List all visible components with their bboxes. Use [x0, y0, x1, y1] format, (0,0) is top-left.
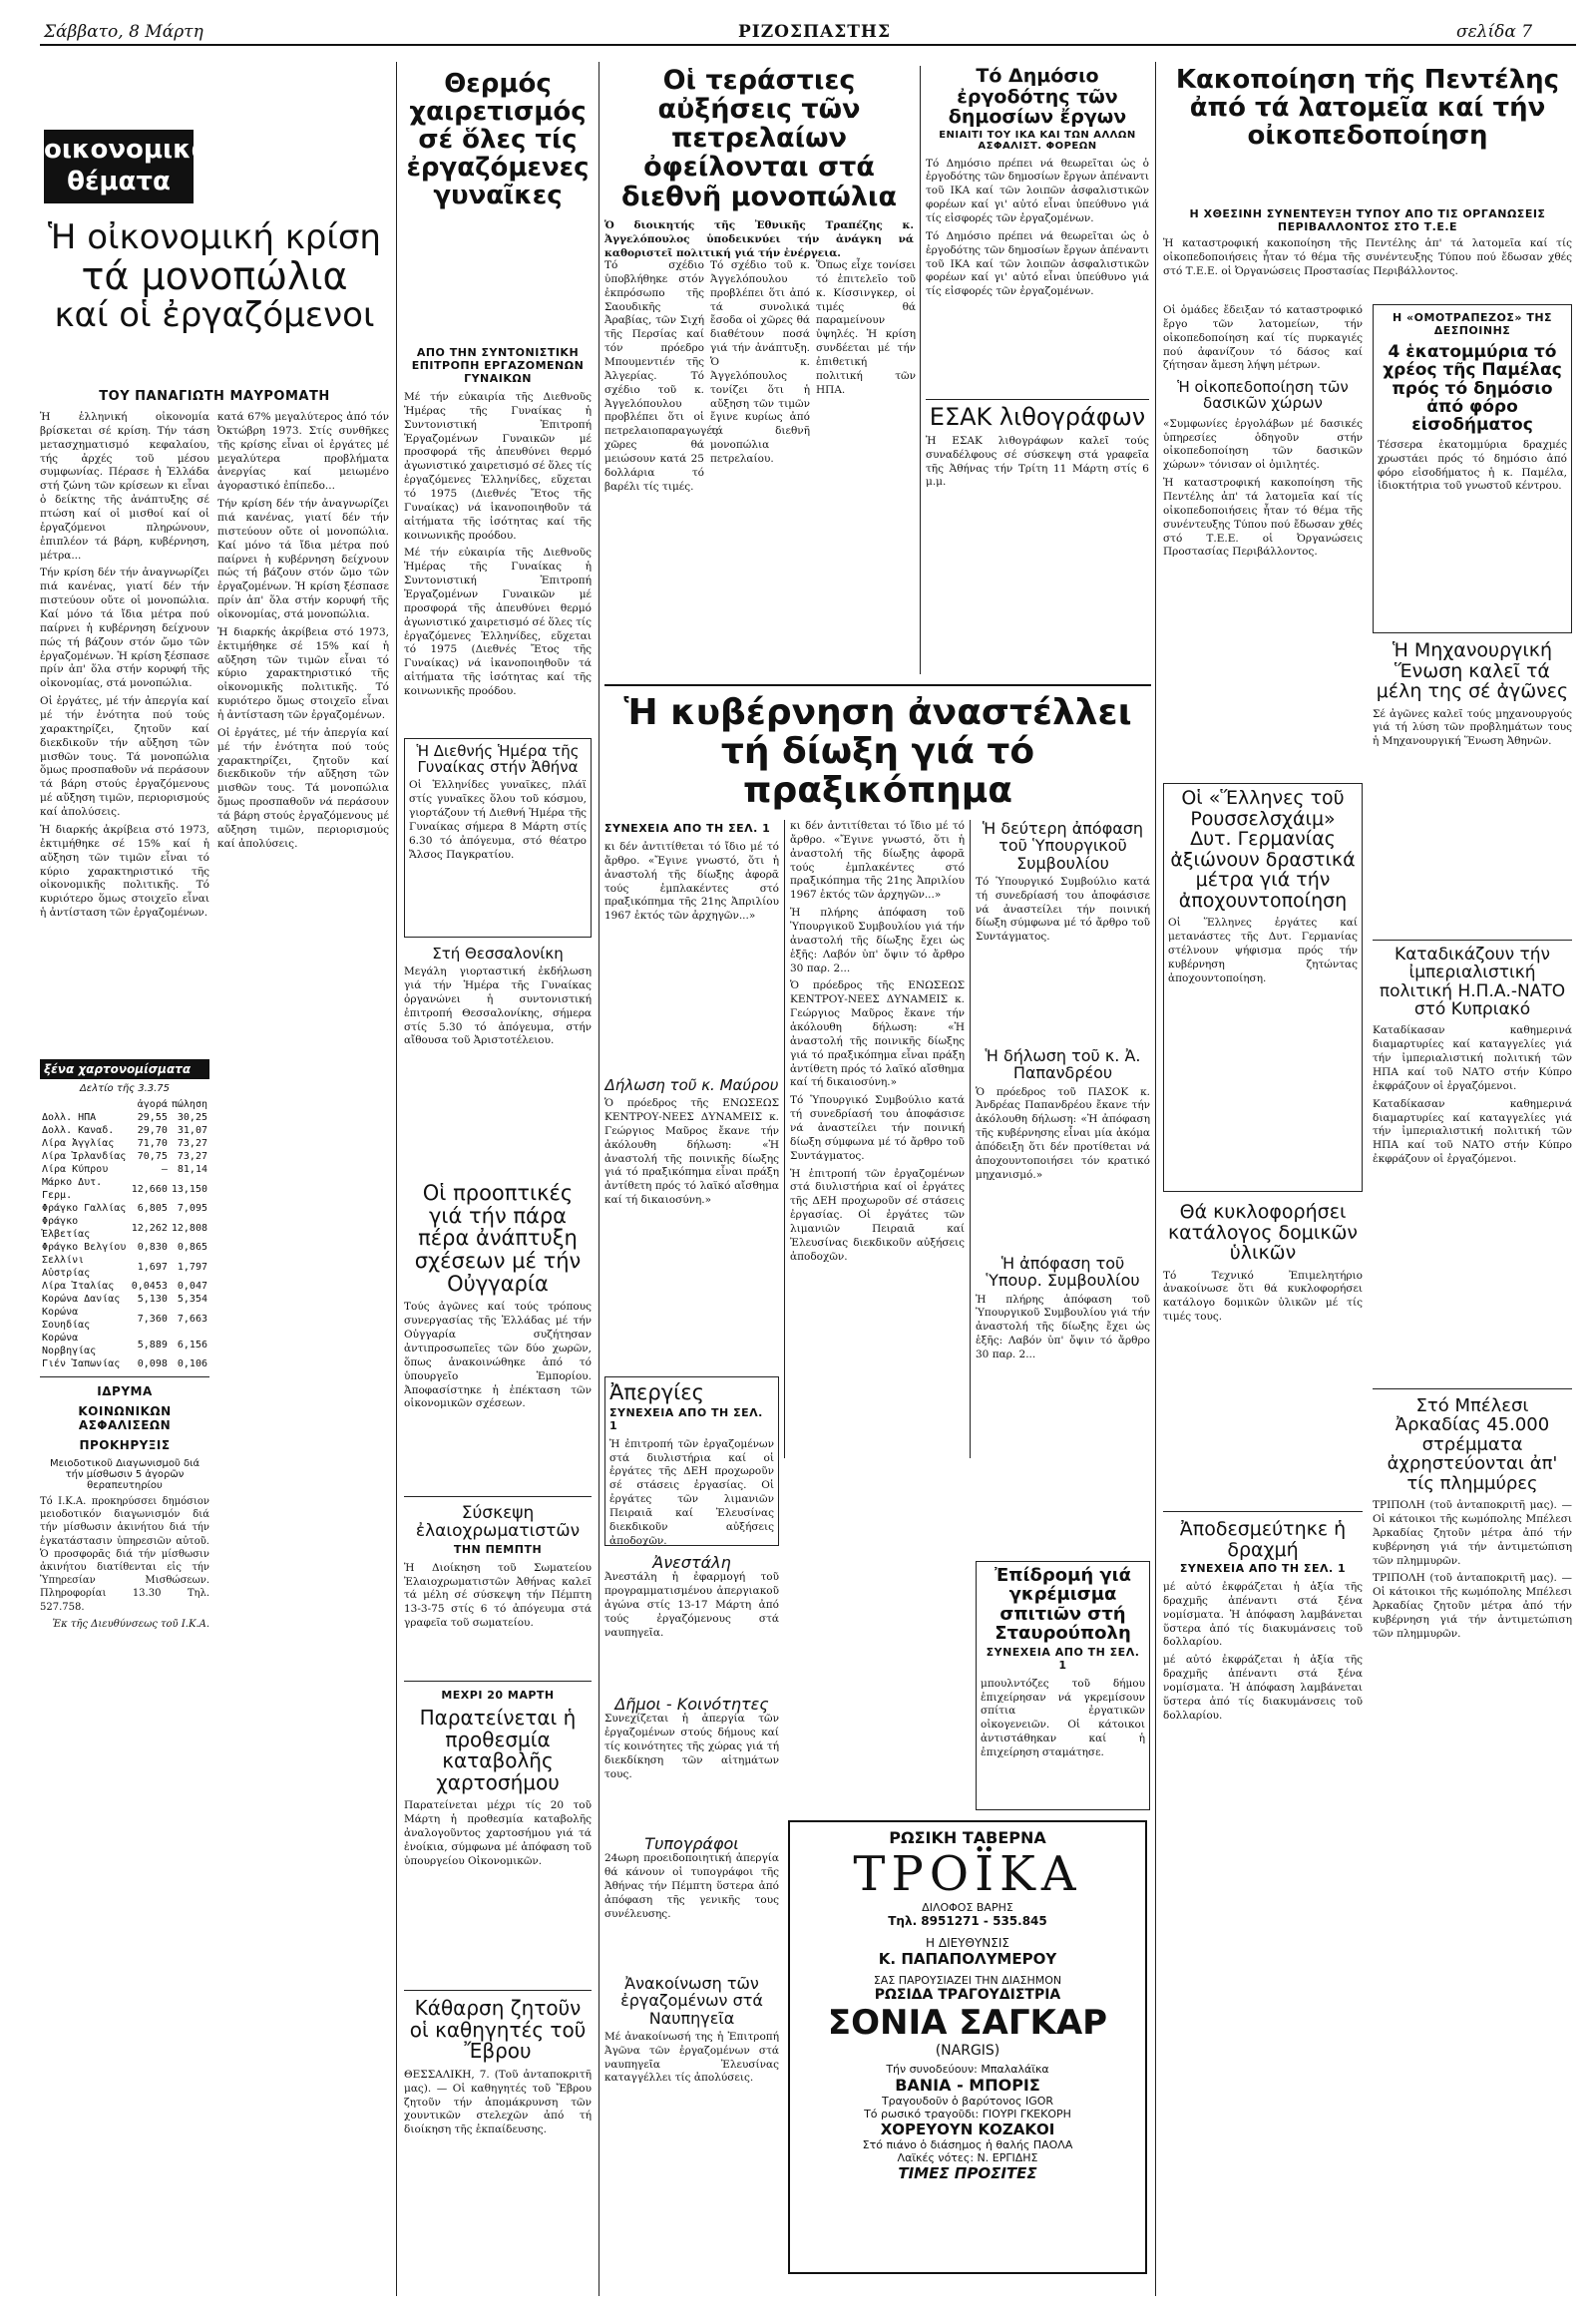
junta-paragraph: Ὁ πρόεδρος τῆς ΕΝΩΣΕΩΣ ΚΕΝΤΡΟΥ-ΝΕΕΣ ΔΥΝΑΜΕΙΣ κ. Γεώργιος Μαῦρος ἔκανε τήν ἀκόλουθη δήλωση: «Ἡ ἀναστολή τῆς ποινικῆς δίωξης γιά τό πραξικόπημα εἶναι πράξη ἀντίθετη πρός τό λαϊκό αἴσθημα καί τή δικαιοσύνη.» — [790, 979, 965, 1089]
currency-rates-box — [40, 1059, 209, 1368]
currency-rates-date: Δελτίο τῆς 3.3.75 — [79, 1083, 171, 1094]
rates-cell: 1,797 — [177, 1261, 207, 1273]
ika-title: ΠΡΟΚΗΡΥΞΙΣ — [79, 1438, 171, 1452]
rates-cell: 1,697 — [137, 1261, 168, 1273]
women-greeting-paragraph: Μέ τήν εὐκαιρία τῆς Διεθνοῦς Ἡμέρας τῆς Γυναίκας ἡ Συντονιστική Ἐπιτροπή Ἐργαζομένων Γυναικῶν μέ προσφορά τῆς ἀπευθύνει θερμό ἀγωνιστικό χαιρετισμό σέ ὅλες τίς ἐργαζόμενες Ἑλληνίδες, εὔχεται τό 1975 (Διεθνές Ἔτος τῆς Γυναίκας) νά ἱκανοποιηθοῦν τά αἰτήματα τῆς ἰσότητας καί τῆς κοινωνικῆς προόδου. — [404, 391, 592, 542]
rates-cell: 0,830 — [137, 1242, 168, 1253]
rates-cell: 0,098 — [137, 1358, 168, 1369]
rates-head-cell — [40, 1098, 130, 1111]
header-rule — [40, 44, 1576, 46]
article-paragraph: Ἡ διαρκής ἀκρίβεια στό 1973, ἐκτιμήθηκε σέ 15% καί ἡ αὔξηση τῶν τιμῶν εἶναι τό κύριο χαρακτηριστικό τῆς οἰκονομικῆς πολιτικῆς. Τό κυριότερο ὅμως στοιχεῖο εἶναι ἡ ἀντίσταση τῶν ἐργαζομένων. — [40, 823, 209, 920]
junta-article-headline — [604, 684, 1151, 816]
rates-row — [40, 1215, 209, 1241]
rates-cell: 30,25 — [177, 1112, 207, 1123]
rates-row — [40, 1306, 209, 1332]
rates-row — [40, 1357, 209, 1370]
article-paragraph: Οἱ ἐργάτες, μέ τήν ἀπεργία καί μέ τήν ἐνότητα πού τούς χαρακτηρίζει, ζητοῦν καί διεκδικοῦν τήν αὔξηση τῶν μισθῶν τους. Τά μονοπώλια ὅμως προσπαθοῦν νά περάσουν τά βάρη στούς ἐργαζόμενους μέ αὔξηση τιμῶν, περιορισμούς καί ἀπολύσεις. — [40, 695, 209, 819]
rates-cell: 7,095 — [177, 1203, 207, 1214]
pamela-body: Τέσσερα ἑκατομμύρια δραχμές χρωστάει πρός τό δημόσιο ἀπό φόρο εἰσοδήματος ἡ κ. Παμέλα, ἰδιοκτήτρια τοῦ γνωστοῦ κέντρου. — [1378, 438, 1567, 493]
rates-cell: 70,75 — [137, 1151, 168, 1162]
pamela-debt-box — [1373, 304, 1572, 633]
rates-cell: Γιέν Ἰαπωνίας — [42, 1358, 121, 1369]
rates-row — [40, 1111, 209, 1124]
papandreou-title: Ἡ δήλωση τοῦ κ. Ἀ. Παπανδρέου — [985, 1046, 1141, 1083]
nato-cyprus-title: Καταδικάζουν τήν ἰμπεριαλιστική πολιτική Η.Π.Α.-ΝΑΤΟ στό Κυπριακό — [1379, 945, 1566, 1020]
rates-cell: 12,660 — [131, 1183, 168, 1195]
rates-cell: 31,07 — [177, 1125, 207, 1136]
rates-row — [40, 1124, 209, 1137]
shipyards-article — [604, 1975, 779, 2274]
drachma-title: Ἀποδεσμεύτηκε ἡ δραχμή — [1179, 1518, 1347, 1561]
rates-cell: — — [161, 1164, 168, 1175]
rates-row — [40, 1163, 209, 1176]
women-greeting-paragraph: Μέ τήν εὐκαιρία τῆς Διεθνοῦς Ἡμέρας τῆς Γυναίκας ἡ Συντονιστική Ἐπιτροπή Ἐργαζομένων Γυναικῶν μέ προσφορά τῆς ἀπευθύνει θερμό ἀγωνιστικό χαιρετισμό σέ ὅλες τίς ἐργαζόμενες Ἑλληνίδες, εὔχεται τό 1975 (Διεθνές Ἔτος τῆς Γυναίκας) νά ἱκανοποιηθοῦν τά αἰτήματα τῆς ἰσότητας καί τῆς κοινωνικῆς προόδου. — [404, 547, 592, 698]
cabinet-decision-body: Τό Ὑπουργικό Συμβούλιο κατά τή συνεδρίασή του ἀποφάσισε νά ἀναστείλει τήν ποινική δίωξη σύμφωνα μέ τό ἄρθρο τοῦ Συντάγματος. — [976, 875, 1150, 944]
suspended-body: Ἀνεστάλη ἡ ἐφαρμογή τοῦ προγραμματισμένου ἀπεργιακοῦ ἀγώνα στίς 13-17 Μάρτη ἀπό τούς ἐργαζόμενους στά ναυπηγεῖα. — [604, 1571, 779, 1639]
drachma-continuation: ΣΥΝΕΧΕΙΑ ΑΠΟ ΤΗ ΣΕΛ. 1 — [1179, 1562, 1347, 1576]
pamela-title: 4 ἑκατομμύρια τό χρέος τῆς Παμέλας πρός τό δημόσιο ἀπό φόρο εἰσοδήματος — [1383, 342, 1562, 436]
article-byline — [40, 387, 389, 407]
junta-paragraph: κι δέν ἀντιτίθεται τό ἴδιο μέ τό ἄρθρο. «Ἔγινε γνωστό, ὅτι ἡ ἀναστολή τῆς δίωξης ἀφορᾶ τούς ἐμπλακέντες στό πραξικόπημα τῆς 21ης Ἀπριλίου 1967 ἐκτός τῶν ἀρχηγῶν...» — [604, 841, 779, 923]
currency-rates-table — [40, 1098, 209, 1370]
public-works-body: Τό Δημόσιο πρέπει νά θεωρεῖται ὡς ὁ ἐργοδότης τῶν δημοσίων ἔργων ἀπέναντι τοῦ ΙΚΑ καί τῶν λοιπῶν ἀσφαλιστικῶν φορέων καί γι' αὐτό εἶναι ὑπεύθυνο γιά τίς εἰσφορές τῶν ἐργαζομένων. — [926, 157, 1149, 224]
ad-line: ΤΙΜΕΣ ΠΡΟΣΙΤΕΣ — [898, 2164, 1037, 2182]
oil-lead: Ὁ διοικητής τῆς Ἐθνικῆς Τραπέζης κ. Ἀγγελόπουλος ὑποδεικνύει τήν ἀνάγκη νά καθοριστεῖ πολιτική γιά τήν ἐνέργεια. — [604, 219, 914, 259]
ad-line: ΒΑΝΙΑ - ΜΠΟΡΙΣ — [895, 2076, 1040, 2095]
evros-teachers-title: Κάθαρση ζητοῦν οἱ καθηγητές τοῦ Ἔβρου — [409, 1996, 587, 2064]
demolition-article — [976, 1561, 1150, 1810]
land-title: Ἡ οἰκοπεδοποίηση τῶν δασικῶν χώρων — [1177, 378, 1349, 413]
land-body: «Συμφωνίες ἐργολάβων μέ δασικές ὑπηρεσίες ὁδηγοῦν στήν οἰκοπεδοποίηση τῶν δασικῶν χώρων» τόνισαν οἱ ὁμιλητές. — [1163, 417, 1363, 472]
ad-line: Στό πιάνο ὁ διάσημος ἡ θαλής ΠΑΟΛΑ — [862, 2138, 1073, 2151]
economic-article-body-left — [40, 411, 209, 1049]
ad-line: Τραγουδοῦν ὁ βαρύτονος IGOR — [881, 2095, 1054, 2108]
hungary-body: Τούς ἀγῶνες καί τούς τρόπους συνεργασίας τῆς Ἑλλάδας μέ τήν Οὐγγαρία συζήτησαν ἀντιπροσωπεῖες τῶν δύο χωρῶν, ὅπως ἀνακοινώθηκε ἀπό τό ὑπουργεῖο Ἐμπορίου. Ἀποφασίστηκε ἡ ἐπέκταση τῶν οἰκονομικῶν σχέσεων. — [404, 1301, 592, 1410]
stamp-deadline-sub: ΜΕΧΡΙ 20 ΜΑΡΤΗ — [441, 1689, 555, 1702]
typographers-article — [604, 1835, 779, 1965]
building-catalog-body: Τό Τεχνικό Ἐπιμελητήριο ἀνακοίνωσε ὅτι θά κυκλοφορήσει κατάλογο δομικῶν ὑλικῶν μέ τίς τιμές τους. — [1163, 1269, 1363, 1324]
municipalities-body: Συνεχίζεται ἡ ἀπεργία τῶν ἐργαζομένων στούς δήμους καί τίς κοινότητες τῆς χώρας γιά τή διεκδίκηση τῶν αἰτημάτων τους. — [604, 1713, 779, 1780]
rates-row — [40, 1137, 209, 1150]
page-number: σελίδα 7 — [1456, 22, 1533, 42]
rates-cell: 5,354 — [177, 1294, 207, 1305]
mavros-statement — [604, 1077, 779, 1366]
belesi-floods-title: Στό Μπέλεσι Ἀρκαδίας 45.000 στρέμματα ἀχρηστεύονται ἀπ' τίς πλημμύρες — [1387, 1395, 1558, 1494]
newspaper-name: ΡΙΖΟΣΠΑΣΤΗΣ — [738, 22, 891, 42]
rates-cell: Φράγκο Γαλλίας — [42, 1203, 127, 1214]
rates-cell: Δολλ. ΗΠΑ — [42, 1112, 97, 1123]
rates-cell: Κορώνα Σουηδίας — [42, 1307, 91, 1331]
rates-cell: 0,0453 — [131, 1281, 168, 1292]
typographers-title: Τυπογράφοι — [644, 1834, 739, 1853]
hungary-article — [404, 1182, 592, 1481]
rates-row — [40, 1293, 209, 1306]
penteli-body — [1163, 304, 1363, 773]
rates-cell: 0,106 — [177, 1358, 207, 1369]
ad-line: Τό ρωσικό τραγοῦδι: ΓΙΟΥΡΙ ΓΚΕΚΟΡΗ — [864, 2108, 1071, 2121]
ad-line: Η ΔΙΕΥΘΥΝΣΙΣ — [926, 1936, 1009, 1950]
penteli-sub — [1163, 205, 1572, 235]
ad-line: ΡΩΣΙΔΑ ΤΡΑΓΟΥΔΙΣΤΡΙΑ — [874, 1987, 1061, 2003]
article-paragraph: Οἱ ἐργάτες, μέ τήν ἀπεργία καί μέ τήν ἐνότητα πού τούς χαρακτηρίζει, ζητοῦν καί διεκδικοῦν τήν αὔξηση τῶν μισθῶν τους. Τά μονοπώλια ὅμως προσπαθοῦν νά περάσουν τά βάρη στούς ἐργαζόμενους μέ αὔξηση τιμῶν, περιορισμούς καί ἀπολύσεις. — [217, 726, 389, 850]
article-paragraph: Τήν κρίση δέν τήν ἀναγνωρίζει πιά κανένας, γιατί δέν τήν πιστεύουν οὔτε οἱ μονοπώλια. Καί μόνο τά ἴδια μέτρα πού παίρνει ἡ κυβέρνηση δείχνουν πώς τή βάζουν στόν ὤμο τῶν ἐργαζομένων. Ἡ κρίση ξέσπασε πρίν ἀπ' ὅλα στήν κορυφή τῆς οἰκονομίας, στά μονοπώλια. — [217, 498, 389, 621]
penteli-article-title — [1163, 66, 1572, 215]
ad-line: ΧΟΡΕΥΟΥΝ ΚΟΖΑΚΟΙ — [880, 2121, 1055, 2138]
rates-cell: Φράγκο Βελγίου — [42, 1242, 127, 1253]
painters-meeting-sub: ΤΗΝ ΠΕΜΠΤΗ — [453, 1542, 543, 1556]
women-greeting-sub: ΑΠΟ ΤΗΝ ΣΥΝΤΟΝΙΣΤΙΚΗ ΕΠΙΤΡΟΠΗ ΕΡΓΑΖΟΜΕΝΩΝ ΓΥΝΑΙΚΩΝ — [411, 346, 585, 385]
painters-meeting-title: Σύσκεψη ἐλαιοχρωματιστῶν — [415, 1503, 581, 1542]
womens-day-box — [404, 738, 592, 938]
germany-greeks-title: Οἱ «Ἕλληνες τοῦ Ρουσσελσχάιμ» Δυτ. Γερμανίας ἀξιώνουν δραστικά μέτρα γιά τήν ἀποχουντοποίηση — [1170, 787, 1356, 912]
council-decision-body: Ἡ πλήρης ἀπόφαση τοῦ Ὑπουργικοῦ Συμβουλίου γιά τήν ἀναστολή τῆς δίωξης ἔχει ὡς ἑξῆς: Λαβόν ὑπ' ὄψιν τό ἄρθρο 30 παρ. 2... — [976, 1293, 1150, 1360]
rates-cell: 5,889 — [137, 1339, 168, 1350]
stamp-deadline-article — [404, 1681, 592, 1980]
article-paragraph: Τήν κρίση δέν τήν ἀναγνωρίζει πιά κανένας, γιατί δέν τήν πιστεύουν οὔτε οἱ μονοπώλια. Καί μόνο τά ἴδια μέτρα πού παίρνει ἡ κυβέρνηση δείχνουν πώς τή βάζουν στόν ὤμο τῶν ἐργαζομένων. Ἡ κρίση ξέσπασε πρίν ἀπ' ὅλα στήν κορυφή τῆς οἰκονομίας, στά μονοπώλια. — [40, 567, 209, 690]
junta-paragraph: κι δέν ἀντιτίθεται τό ἴδιο μέ τό ἄρθρο. «Ἔγινε γνωστό, ὅτι ἡ ἀναστολή τῆς δίωξης ἀφορᾶ τούς ἐμπλακέντες στό πραξικόπημα τῆς 21ης Ἀπριλίου 1967 ἐκτός τῶν ἀρχηγῶν...» — [790, 820, 965, 902]
rates-row — [40, 1280, 209, 1293]
rates-head-cell: πώληση — [171, 1099, 207, 1110]
strikes-article — [604, 1376, 779, 1546]
demolition-body: μπουλντόζες τοῦ δήμου ἐπιχείρησαν νά γκρεμίσουν σπίτια ἐργατικῶν οἰκογενειῶν. Οἱ κάτοικοι ἀντιστάθηκαν καί ἡ ἐπιχείρηση σταμάτησε. — [981, 1677, 1145, 1759]
article-paragraph: κατά 67% μεγαλύτερος ἀπό τόν Ὀκτώβρη 1973. Στίς συνθῆκες τῆς κρίσης εἶναι οἱ ἐργάτες μέ μεγαλύτερα προβλήματα ἀνεργίας καί μειωμένο ἀγοραστικό ἐπίπεδο... — [217, 411, 389, 493]
suspended-article — [604, 1554, 779, 1684]
thessaloniki-title: Στή Θεσσαλονίκη — [432, 945, 564, 963]
shipyards-title: Ἀνακοίνωση τῶν ἐργαζομένων στά Ναυπηγεῖα — [620, 1974, 763, 2028]
drachma-body: μέ αὐτό ἐκφράζεται ἡ ἀξία τῆς δραχμῆς ἀπέναντι στά ξένα νομίσματα. Ἡ ἀπόφαση λαμβάνεται ὕστερα ἀπό τίς διακυμάνσεις τοῦ δολλαρίου. — [1163, 1654, 1363, 1722]
junta-headline: Ἡ κυβέρνηση ἀναστέλλει τή δίωξη γιά τό πραξικόπημα — [623, 692, 1132, 811]
oil-body-col-b — [710, 259, 810, 678]
oil-article-title — [604, 66, 914, 215]
esak-article — [926, 399, 1149, 668]
public-works-sub: ΕΝΙΑΙΤΙ ΤΟΥ ΙΚΑ ΚΑΙ ΤΩΝ ΑΛΛΩΝ ΑΣΦΑΛΙΣΤ. ΦΟΡΕΩΝ — [939, 129, 1136, 152]
mechanics-article — [1373, 640, 1572, 930]
ad-line: ΡΩΣΙΚΗ ΤΑΒΕΡΝΑ — [889, 1828, 1046, 1847]
junta-article-body-mid — [790, 820, 965, 1458]
oil-article-lead — [604, 219, 914, 257]
column-divider — [970, 820, 971, 1458]
rates-cell: 5,130 — [137, 1294, 168, 1305]
section-logo-line1: οικονομικά — [44, 135, 209, 165]
economic-article-title — [40, 219, 389, 379]
esak-title: ΕΣΑΚ λιθογράφων — [929, 403, 1146, 431]
ika-notice — [40, 1376, 209, 1875]
ad-singer-name: ΣΟΝΙΑ ΣΑΓΚΑΡ — [827, 2003, 1108, 2043]
pamela-sub: Η «ΟΜΟΤΡΑΠΕΖΟΣ» ΤΗΣ ΔΕΣΠΟΙΝΗΣ — [1392, 311, 1553, 337]
nato-cyprus-article — [1373, 940, 1572, 1378]
rates-cell: 7,663 — [177, 1313, 207, 1325]
evros-teachers-body: ΘΕΣΣΑΛΙΚΗ, 7. (Τοῦ ἀνταποκριτῆ μας). — Οἱ καθηγητές τοῦ Ἔβρου ζητοῦν τήν ἀπομάκρυνση τῶν χουντικῶν στελεχῶν ἀπό τή διοίκηση τῆς ἐκπαίδευσης. — [404, 2068, 592, 2136]
rates-cell: 81,14 — [177, 1164, 207, 1175]
public-works-article — [926, 66, 1149, 395]
ad-line: Κ. ΠΑΠΑΠΟΛΥΜΕΡΟΥ — [878, 1950, 1057, 1968]
penteli-paragraph: Οἱ ὁμάδες ἔδειξαν τό καταστροφικό ἔργο τῶν λατομείων, τήν οἰκοπεδοποίηση καί τίς πυρκαγιές πού ἀφανίζουν τό δάσος καί ζήτησαν ἄμεση λήψη μέτρων. — [1163, 304, 1363, 372]
cabinet-decision-article — [976, 820, 1150, 1039]
ika-title: ΙΔΡΥΜΑ — [97, 1384, 153, 1398]
rates-cell: Σελλίνι Αὐστρίας — [42, 1255, 91, 1279]
ika-body: Τό Ι.Κ.Α. προκηρύσσει δημόσιον μειοδοτικόν διαγωνισμόν διά τήν μίσθωσιν ἀκινήτου διά τήν ἐγκατάστασιν ὑπηρεσιῶν αὐτοῦ. Ὁ προσφορᾶς διά τήν μίσθωσιν ἀκινήτου διατίθενται εἰς τήν Ὑπηρεσίαν Μισθώσεων. Πληροφορίαι 13.30 Τηλ. 527.758. — [40, 1496, 209, 1613]
penteli-paragraph: Ἡ καταστροφική κακοποίηση τῆς Πεντέλης ἀπ' τά λατομεῖα καί τίς οἰκοπεδοποιήσεις ἦταν τό θέμα τῆς συνέντευξης Τύπου πού ἔδωσαν χθές στό Τ.Ε.Ε. οἱ Ὀργανώσεις Προστασίας Περιβάλλοντος. — [1163, 237, 1572, 277]
esak-body: Ἡ ΕΣΑΚ λιθογράφων καλεῖ τούς συναδέλφους σέ σύσκεψη στά γραφεῖα τῆς Ἀθήνας τήν Τρίτη 11 Μάρτη στίς 6 μ.μ. — [926, 434, 1149, 489]
rates-cell: Λίρα Ἰταλίας — [42, 1281, 115, 1292]
ika-title: ΚΟΙΝΩΝΙΚΩΝ ΑΣΦΑΛΙΣΕΩΝ — [78, 1404, 172, 1432]
rates-cell: Λίρα Κύπρου — [42, 1164, 109, 1175]
rates-cell: Κορώνα Δανίας — [42, 1294, 121, 1305]
rates-cell: 29,70 — [137, 1125, 168, 1136]
building-catalog-article — [1163, 1202, 1363, 1501]
rates-cell: 7,360 — [137, 1313, 168, 1325]
penteli-paragraph: Ἡ καταστροφική κακοποίηση τῆς Πεντέλης ἀπ' τά λατομεῖα καί τίς οἰκοπεδοποιήσεις ἦταν τό θέμα τῆς συνέντευξης Τύπου πού ἔδωσαν χθές στό Τ.Ε.Ε. οἱ Ὀργανώσεις Προστασίας Περιβάλλοντος. — [1163, 477, 1363, 559]
rates-cell: 73,27 — [177, 1138, 207, 1149]
junta-continuation: ΣΥΝΕΧΕΙΑ ΑΠΟ ΤΗ ΣΕΛ. 1 — [604, 822, 771, 835]
column-divider — [1155, 62, 1156, 2296]
mavros-body: Ὁ πρόεδρος τῆς ΕΝΩΣΕΩΣ ΚΕΝΤΡΟΥ-ΝΕΕΣ ΔΥΝΑΜΕΙΣ κ. Γεώργιος Μαῦρος ἔκανε τήν ἀκόλουθη δήλωση: «Ἡ ἀναστολή τῆς ποινικῆς δίωξης γιά τό πραξικόπημα εἶναι πράξη ἀντίθετη πρός τό λαϊκό αἴσθημα καί τή δικαιοσύνη.» — [604, 1097, 779, 1207]
rates-cell: 71,70 — [137, 1138, 168, 1149]
junta-paragraph: Ἡ ἐπιτροπή τῶν ἐργαζομένων στά διυλιστήρια καί οἱ ἐργάτες τῆς ΔΕΗ προχωροῦν σέ στάσεις ἐργασίας. Οἱ ἐργάτες τῶν λιμανιῶν Πειραιᾶ καί Ἐλευσίνας διεκδικοῦν αὐξήσεις ἀποδοχῶν. — [790, 1167, 965, 1263]
drachma-article — [1163, 1511, 1363, 2269]
currency-rates-title: ξένα χαρτονομίσματα — [40, 1059, 209, 1079]
penteli-title: Κακοποίηση τῆς Πεντέλης ἀπό τά λατομεῖα καί τήν οἰκοπεδοποίηση — [1175, 65, 1560, 152]
papandreou-body: Ὁ πρόεδρος τοῦ ΠΑΣΟΚ κ. Ἀνδρέας Παπανδρέου ἔκανε τήν ἀκόλουθη δήλωση: «Ἡ ἀπόφαση τῆς κυβέρνησης εἶναι μία ἀκόμα ἀπόδειξη ὅτι δέν προτίθεται νά ἀποχουντοποιήσει τόν κρατικό μηχανισμό.» — [976, 1085, 1150, 1181]
rates-row — [40, 1332, 209, 1357]
suspended-title: Ἀνεστάλη — [652, 1553, 731, 1572]
column-divider — [396, 62, 397, 2296]
oil-body-col-a — [604, 259, 718, 678]
thessaloniki-body: Μεγάλη γιορταστική ἐκδήλωση γιά τήν Ἡμέρα τῆς Γυναίκας ὀργανώνει ἡ συντονιστική ἐπιτροπή Θεσσαλονίκης, σήμερα στίς 5.30 τό ἀπόγευμα, στήν αἴθουσα τοῦ Ἀριστοτέλειου. — [404, 965, 592, 1047]
article-title-line2: τά μονοπώλια — [81, 253, 348, 298]
germany-greeks-body: Οἱ Ἕλληνες ἐργάτες καί μετανάστες τῆς Δυτ. Γερμανίας στέλνουν ψήφισμα πρός τήν κυβέρνηση ζητώντας ἀποχουντοποίηση. — [1168, 917, 1358, 984]
rates-cell: Λίρα Ἀγγλίας — [42, 1138, 115, 1149]
germany-greeks-article — [1163, 783, 1363, 1192]
byline-text: ΤΟΥ ΠΑΝΑΓΙΩΤΗ ΜΑΥΡΟΜΑΤΗ — [99, 389, 330, 404]
belesi-floods-body: ΤΡΙΠΟΛΗ (τοῦ ἀνταποκριτῆ μας). — Οἱ κάτοικοι τῆς κωμόπολης Μπέλεσι Ἀρκαδίας ζητοῦν μέτρα ἀπό τήν κυβέρνηση γιά τήν ἀντιμετώπιση τῶν πλημμυρῶν. — [1373, 1499, 1572, 1567]
thessaloniki-article — [404, 946, 592, 1165]
article-title-line1: Ἡ οἰκονομική κρίση — [48, 217, 381, 257]
issue-date: Σάββατο, 8 Μάρτη — [44, 22, 203, 42]
cabinet-decision-title: Ἡ δεύτερη ἀπόφαση τοῦ Ὑπουργικοῦ Συμβουλίου — [982, 819, 1144, 873]
ad-line: Λαϊκές νότες: Ν. ΕΡΓΙΔΗΣ — [897, 2151, 1038, 2164]
rates-cell: 6,805 — [137, 1203, 168, 1214]
painters-meeting-article — [404, 1496, 592, 1666]
ad-line: ΔΙΛΟΦΟΣ ΒΑΡΗΣ — [922, 1901, 1013, 1914]
rates-row — [40, 1254, 209, 1280]
column-divider — [920, 66, 921, 674]
rates-cell: 0,047 — [177, 1281, 207, 1292]
section-logo — [44, 130, 209, 205]
belesi-floods-article — [1373, 1388, 1572, 2266]
rates-row — [40, 1202, 209, 1215]
stamp-deadline-body: Παρατείνεται μέχρι τίς 20 τοῦ Μάρτη ἡ προθεσμία καταβολῆς ἀναλογοῦντος χαρτοσήμου γιά τά ἐνοίκια, σύμφωνα μέ ἀπόφαση τοῦ ὑπουργείου Οἰκονομικῶν. — [404, 1799, 592, 1867]
rates-cell: Μάρκο Δυτ. Γερμ. — [42, 1177, 103, 1201]
nato-cyprus-body: Καταδίκασαν καθημερινά διαμαρτυρίες καί καταγγελίες γιά τήν ἰμπεριαλιστική πολιτική τῶν ΗΠΑ καί τοῦ ΝΑΤΟ στήν Κύπρο ἐκφράζουν οἱ ἐργαζόμενοι. — [1373, 1024, 1572, 1092]
rates-head-cell: ἀγορά — [137, 1099, 168, 1110]
oil-title: Οἱ τεράστιες αὐξήσεις τῶν πετρελαίων ὀφείλονται στά διεθνῆ μονοπώλια — [621, 65, 897, 212]
building-catalog-title: Θά κυκλοφορήσει κατάλογος δομικῶν ὑλικῶν — [1167, 1201, 1359, 1265]
womens-day-title: Ἡ Διεθνής Ἡμέρα τῆς Γυναίκας στήν Ἀθήνα — [416, 742, 580, 777]
rates-cell: 6,156 — [177, 1339, 207, 1350]
women-greeting-title: Θερμός χαιρετισμός σέ ὅλες τίς ἐργαζόμενες γυναῖκες — [406, 69, 590, 211]
rates-cell: 73,27 — [177, 1151, 207, 1162]
ad-phone: Τηλ. 8951271 - 535.845 — [888, 1914, 1047, 1928]
stamp-deadline-title: Παρατείνεται ἡ προθεσμία καταβολῆς χαρτοσήμου — [419, 1706, 577, 1794]
strikes-body: Ἡ ἐπιτροπή τῶν ἐργαζομένων στά διυλιστήρια καί οἱ ἐργάτες τῆς ΔΕΗ προχωροῦν σέ στάσεις ἐργασίας. Οἱ ἐργάτες τῶν λιμανιῶν Πειραιᾶ καί Ἐλευσίνας διεκδικοῦν αὐξήσεις ἀποδοχῶν. — [609, 1437, 774, 1547]
rates-cell: 12,808 — [171, 1222, 207, 1234]
penteli-subtitle: Η ΧΘΕΣΙΝΗ ΣΥΝΕΝΤΕΥΞΗ ΤΥΠΟΥ ΑΠΟ ΤΙΣ ΟΡΓΑΝΩΣΕΙΣ ΠΕΡΙΒΑΛΛΟΝΤΟΣ ΣΤΟ Τ.Ε.Ε — [1189, 207, 1546, 233]
rates-cell: 12,262 — [131, 1222, 168, 1234]
column-divider — [784, 820, 785, 1458]
page-header — [0, 0, 1596, 62]
rates-row — [40, 1176, 209, 1202]
nato-cyprus-body: Καταδίκασαν καθημερινά διαμαρτυρίες καί καταγγελίες γιά τήν ἰμπεριαλιστική πολιτική τῶν ΗΠΑ καί τοῦ ΝΑΤΟ στήν Κύπρο ἐκφράζουν οἱ ἐργαζόμενοι. — [1373, 1097, 1572, 1166]
ika-signature: Ἐκ τῆς Διευθύνσεως τοῦ Ι.Κ.Α. — [52, 1618, 209, 1630]
council-decision-article — [976, 1255, 1150, 1554]
oil-paragraph: Τό σχέδιο ὑποβλήθηκε στόν ἐκπρόσωπο τῆς Σαουδικῆς Ἀραβίας, τῶν Σιχή τῆς Περσίας καί τόν πρόεδρο Μπουμεντιέν τῆς Ἀλγερίας. Τό σχέδιο τοῦ κ. Ἀγγελόπουλου προβλέπει ὅτι οἱ πετρελαιοπαραγωγές χῶρες θά μειώσουν κατά 25 δολλάρια τό βαρέλι τίς τιμές. — [604, 259, 718, 493]
penteli-lead — [1163, 237, 1572, 297]
junta-paragraph: Ἡ πλήρης ἀπόφαση τοῦ Ὑπουργικοῦ Συμβουλίου γιά τήν ἀναστολή τῆς δίωξης ἔχει ὡς ἑξῆς: Λαβόν ὑπ' ὄψιν τό ἄρθρο 30 παρ. 2... — [790, 907, 965, 974]
ad-line: Τήν συνοδεύουν: Μπαλαλάϊκα — [886, 2063, 1049, 2076]
women-greeting-article — [404, 70, 592, 339]
junta-article-body — [604, 820, 779, 1069]
council-decision-title: Ἡ ἀπόφαση τοῦ Ὑπουρ. Συμβουλίου — [986, 1254, 1140, 1291]
article-paragraph: Ἡ ἑλληνική οἰκονομία βρίσκεται σέ κρίση. Τήν τάση μετασχηματισμό κεφαλαίου, τής ἀρχές τοῦ μέσου συμφωνίας. Πέρασε ἡ Ἑλλάδα στή ζώνη τῶν κρίσεων κι εἶναι ὁ δείκτης τῆς ἀνάπτυξης σέ πτώση καί οἱ μισθοί καί οἱ ἐργαζόμενοι πληρώνουν, ἐπιπλέον τά βάρη, κυβέρνηση, μέτρα... — [40, 411, 209, 562]
drachma-body: μέ αὐτό ἐκφράζεται ἡ ἀξία τῆς δραχμῆς ἀπέναντι στά ξένα νομίσματα. Ἡ ἀπόφαση λαμβάνεται ὕστερα ἀπό τίς διακυμάνσεις τοῦ δολλαρίου. — [1163, 1581, 1363, 1649]
oil-body-col-c — [816, 259, 916, 678]
oil-paragraph: Τό σχέδιο τοῦ κ. Ἀγγελόπουλου προβλέπει ὅτι ἀπό τά συνολικά ἔσοδα οἱ χῶρες θά διαθέτουν ποσά γιά τήν ἀνάπτυξη. Ὁ κ. Ἀγγελόπουλος τονίζει ὅτι ἡ αὔξηση τῶν τιμῶν ἔγινε κυρίως ἀπό τά διεθνῆ μονοπώλια πετρελαίου. — [710, 259, 810, 466]
demolition-title: Ἐπίδρομή γιά γκρέμισμα σπιτιῶν στή Σταυρούπολη — [994, 1565, 1132, 1645]
mavros-title: Δήλωση τοῦ κ. Μαύρου — [604, 1076, 779, 1094]
troika-advertisement — [788, 1820, 1147, 2274]
section-logo-line2: θέματα — [67, 167, 171, 196]
junta-paragraph: Τό Ὑπουργικό Συμβούλιο κατά τή συνεδρίασή του ἀποφάσισε νά ἀναστείλει τήν ποινική δίωξη σύμφωνα μέ τό ἄρθρο τοῦ Συντάγματος. — [790, 1094, 965, 1162]
municipalities-title: Δῆμοι - Κοινότητες — [614, 1695, 769, 1714]
papandreou-statement — [976, 1047, 1150, 1247]
painters-meeting-body: Ἡ Διοίκηση τοῦ Σωματείου Ἐλαιοχρωματιστῶν Ἀθήνας καλεῖ τά μέλη σέ σύσκεψη τήν Πέμπτη 13-3-75 στίς 6 τό ἀπόγευμα στά γραφεῖα τοῦ σωματείου. — [404, 1561, 592, 1630]
typographers-body: 24ωρη προειδοποιητική ἀπεργία θά κάνουν οἱ τυπογράφοι τῆς Ἀθήνας τήν Πέμπτη ὕστερα ἀπό ἀπόφαση τῆς γενικῆς τους συνέλευσης. — [604, 1852, 779, 1920]
mechanics-body: Σέ ἀγῶνες καλεῖ τούς μηχανουργούς γιά τή λύση τῶν προβλημάτων τους ἡ Μηχανουργική Ἕνωση Ἀθηνῶν. — [1373, 707, 1572, 748]
belesi-floods-body: ΤΡΙΠΟΛΗ (τοῦ ἀνταποκριτῆ μας). — Οἱ κάτοικοι τῆς κωμόπολης Μπέλεσι Ἀρκαδίας ζητοῦν μέτρα ἀπό τήν κυβέρνηση γιά τήν ἀντιμετώπιση τῶν πλημμυρῶν. — [1373, 1572, 1572, 1640]
rates-row — [40, 1150, 209, 1163]
strikes-title: Ἀπεργίες — [609, 1380, 704, 1404]
womens-day-body: Οἱ Ἑλληνίδες γυναῖκες, πλάϊ στίς γυναῖκες ὅλου τοῦ κόσμου, γιορτάζουν τή Διεθνή Ἡμέρα τῆς Γυναίκας σήμερα 8 Μάρτη στίς 6.30 τό ἀπόγευμα, στό θέατρο Ἄλσος Παγκρατίου. — [409, 779, 587, 861]
ad-line: ΣΑΣ ΠΑΡΟΥΣΙΑΖΕΙ ΤΗΝ ΔΙΑΣΗΜΟΝ — [873, 1974, 1062, 1987]
rates-cell: 0,865 — [177, 1242, 207, 1253]
strikes-continuation: ΣΥΝΕΧΕΙΑ ΑΠΟ ΤΗ ΣΕΛ. 1 — [609, 1405, 763, 1432]
oil-paragraph: Ὅπως εἶχε τονίσει τό ἐπιτελεῖο τοῦ κ. Κίσσινγκερ, οἱ τιμές θά παραμείνουν ὑψηλές. Ἡ κρίση συνδέεται μέ τήν ἐπιθετική πολιτική τῶν ΗΠΑ. — [816, 259, 916, 396]
rates-cell: Κορώνα Νορβηγίας — [42, 1333, 97, 1356]
rates-cell: 29,55 — [137, 1112, 168, 1123]
rates-cell: Φράγκο Ἑλβετίας — [42, 1216, 91, 1240]
rates-cell: Λίρα Ἰρλανδίας — [42, 1151, 127, 1162]
economic-article-body-right — [217, 411, 389, 1049]
ad-venue-name: ΤΡΟΪΚΑ — [853, 1846, 1082, 1902]
rates-cell: Δολλ. Καναδ. — [42, 1125, 115, 1136]
public-works-title: Τό Δημόσιο ἐργοδότης τῶν δημοσίων ἔργων — [948, 65, 1127, 129]
women-greeting-body — [404, 344, 592, 723]
evros-teachers-article — [404, 1990, 592, 2279]
shipyards-body: Μέ ἀνακοίνωσή της ἡ Ἐπιτροπή Ἀγῶνα τῶν ἐργαζομένων στά ναυπηγεῖα Ἐλευσίνας καταγγέλλει τίς ἀπολύσεις. — [604, 2030, 779, 2085]
hungary-title: Οἱ προοπτικές γιά τήν πάρα πέρα ἀνάπτυξη σχέσεων μέ τήν Οὐγγαρία — [414, 1181, 582, 1296]
rates-cell: 13,150 — [171, 1183, 207, 1195]
demolition-continuation: ΣΥΝΕΧΕΙΑ ΑΠΟ ΤΗ ΣΕΛ. 1 — [986, 1645, 1140, 1672]
mechanics-title: Ἡ Μηχανουργική Ἕνωση καλεῖ τά μέλη της σέ ἀγῶνες — [1376, 639, 1569, 703]
ika-subtitle: Μειοδοτικοῦ Διαγωνισμοῦ διά τήν μίσθωσιν 5 ἀγορῶν θεραπευτηρίου — [49, 1458, 200, 1491]
ad-line: (NARGIS) — [935, 2043, 1000, 2059]
municipalities-article — [604, 1696, 779, 1825]
rates-row — [40, 1241, 209, 1254]
rates-header-row — [40, 1098, 209, 1111]
public-works-body: Τό Δημόσιο πρέπει νά θεωρεῖται ὡς ὁ ἐργοδότης τῶν δημοσίων ἔργων ἀπέναντι τοῦ ΙΚΑ καί τῶν λοιπῶν ἀσφαλιστικῶν φορέων καί γι' αὐτό εἶναι ὑπεύθυνο γιά τίς εἰσφορές τῶν ἐργαζομένων. — [926, 229, 1149, 298]
column-divider — [598, 62, 599, 2296]
article-paragraph: Ἡ διαρκής ἀκρίβεια στό 1973, ἐκτιμήθηκε σέ 15% καί ἡ αὔξηση τῶν τιμῶν εἶναι τό κύριο χαρακτηριστικό τῆς οἰκονομικῆς πολιτικῆς. Τό κυριότερο ὅμως στοιχεῖο εἶναι ἡ ἀντίσταση τῶν ἐργαζομένων. — [217, 625, 389, 722]
article-title-line3: καί οἱ ἐργαζόμενοι — [54, 294, 375, 335]
